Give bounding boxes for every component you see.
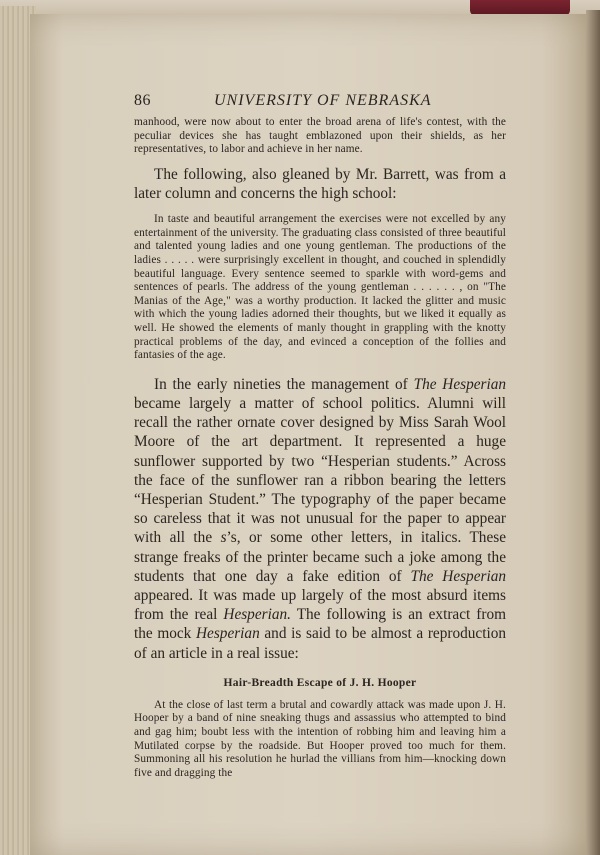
text-run: and is said to be almost a reproduction of an article in a real issue: bbox=[134, 625, 506, 662]
quoted-extract: In taste and beautiful arrangement the exercises were not excelled by any entertainment of the university. The graduating class consisted of three beautiful and talented young ladies and one young gentleman. The productions of the ladies . . . . . were surprisingly excellent in thought, and couched in splendidly beautiful language. Every sentence seemed to sparkle with word-gems and sentences of pearls. The address of the young gentleman . . . . . . , on "The Manias of the Age," was a worthy production. It lacked the glitter and music with which the young ladies adorned their thoughts, but we liked it equally as well. He showed the elements of manly thought in grappling with the knotty practical problems of the day, and evinced a conception of the follies and fantasies of the age. bbox=[134, 213, 506, 362]
italic-run: The Hesperian bbox=[413, 375, 507, 393]
text-run: The following is an extract from the mock bbox=[134, 606, 506, 643]
page-content bbox=[104, 80, 506, 780]
mock-article-extract: At the close of last term a brutal and cowardly attack was made upon J. H. Hooper by a band of nine sneaking thugs and assassius who attempted to bind and gag him; boubt less with the intention of robbing him and leaving him a Mutilated corpse by the roadside. But Hooper proved too much for them. Summoning all his resolution he hurlad the villians from him—knocking down five and dragging the bbox=[134, 698, 506, 779]
extract-heading: Hair-Breadth Escape of J. H. Hooper bbox=[223, 676, 417, 689]
italic-run: The Hesperian bbox=[410, 567, 507, 585]
paragraph-continuation: manhood, were now about to enter the broad arena of life's contest, with the peculiar devices she has taught emblazoned upon their shields, as her representatives, to labor and achieve in her name. bbox=[134, 116, 506, 156]
italic-run: Hesperian bbox=[196, 625, 260, 643]
page-right-edge bbox=[586, 10, 600, 855]
page-header bbox=[104, 80, 506, 114]
text-run: became largely a matter of school politics. Alumni will recall the rather ornate cover designed by Miss Sarah Wool Moore of the art department. It represented a huge sunflower supported by two “Hesperian students.” Across the face of the sunflower ran a ribbon bearing the letters “Hesperian Student.” The typography of the paper became so careless that it was not unusual for the paper to appear with all the bbox=[134, 394, 506, 547]
paragraph-hesperian bbox=[134, 375, 506, 663]
italic-run: s bbox=[220, 529, 227, 547]
running-head: UNIVERSITY OF NEBRASKA bbox=[214, 92, 432, 109]
italic-run: Hesperian. bbox=[223, 606, 291, 624]
paragraph-intro: The following, also gleaned by Mr. Barrett, was from a later column and concerns the high school: bbox=[134, 165, 506, 202]
text-run: ’s, or some other letters, in italics. These strange freaks of the printer became such a joke among the students that one day a fake edition of bbox=[134, 529, 506, 585]
text-run: In the early nineties the management of bbox=[154, 375, 414, 393]
page-number: 86 bbox=[134, 92, 151, 109]
text-run: appeared. It was made up largely of the most absurd items from the real bbox=[134, 586, 506, 624]
